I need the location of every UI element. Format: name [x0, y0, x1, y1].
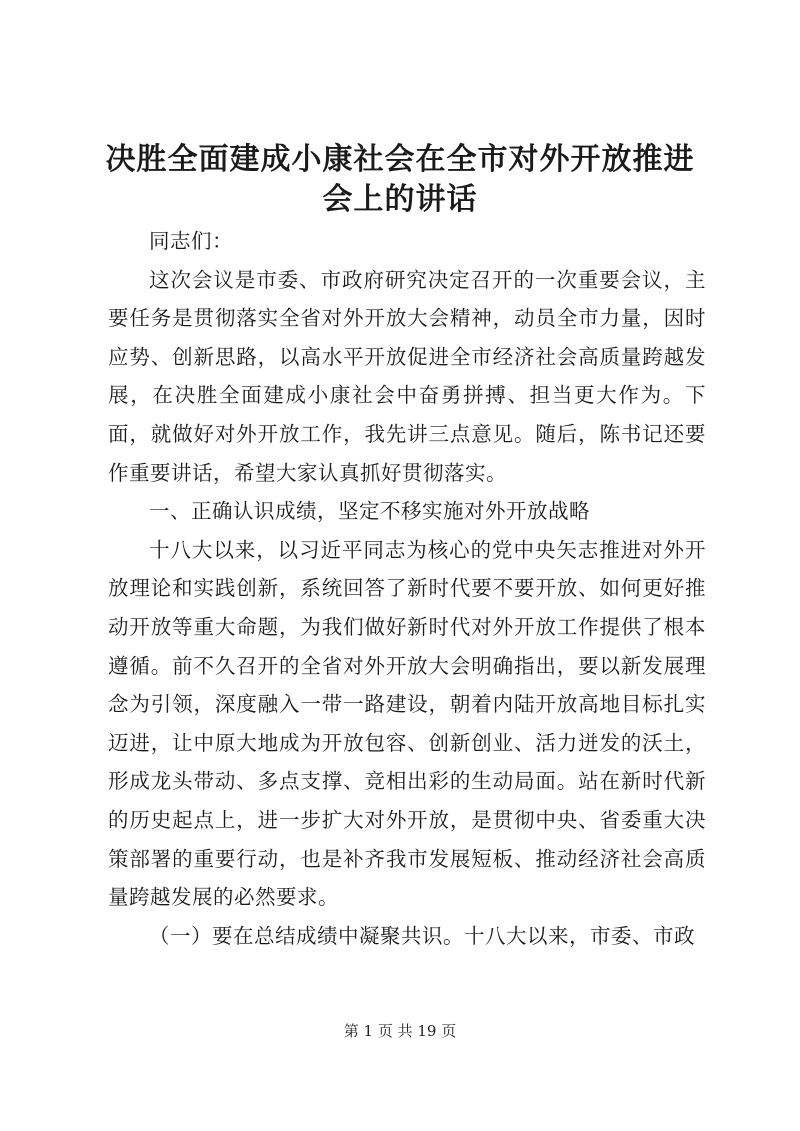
document-body	[108, 222, 706, 955]
section-heading-1: 一、正确认识成绩，坚定不移实施对外开放战略	[149, 499, 590, 524]
greeting: 同志们：	[149, 229, 233, 253]
document-title: 决胜全面建成小康社会在全市对外开放推进会上的讲话	[105, 142, 695, 217]
paragraph-section-1: 十八大以来，以习近平同志为核心的党中央矢志推进对外开放理论和实践创新，系统回答了新时代要不要开放、如何更好推动开放等重大命题，为我们做好新时代对外开放工作提供了根本遵循。前不久召开的全省对外开放大会明确指出，要以新发展理念为引领，深度融入一带一路建设，朝着内陆开放高地目标扎实迈进，让中原大地成为开放包容、创新创业、活力迸发的沃土，形成龙头带动、多点支撑、竞相出彩的生动局面。站在新时代新的历史起点上，进一步扩大对外开放，是贯彻中央、省委重大决策部署的重要行动，也是补齐我市发展短板、推动经济社会高质量跨越发展的必然要求。	[108, 537, 706, 910]
paragraph-subsection-1: （一）要在总结成绩中凝聚共识。十八大以来，市委、市政	[149, 923, 695, 948]
page-number-footer: 第 1 页 共 19 页	[343, 1022, 457, 1040]
paragraph-intro: 这次会议是市委、市政府研究决定召开的一次重要会议，主要任务是贯彻落实全省对外开放大会精神，动员全市力量，因时应势、创新思路，以高水平开放促进全市经济社会高质量跨越发展，在决胜全面建成小康社会中奋勇拼搏、担当更大作为。下面，就做好对外开放工作，我先讲三点意见。随后，陈书记还要作重要讲话，希望大家认真抓好贯彻落实。	[108, 267, 706, 485]
